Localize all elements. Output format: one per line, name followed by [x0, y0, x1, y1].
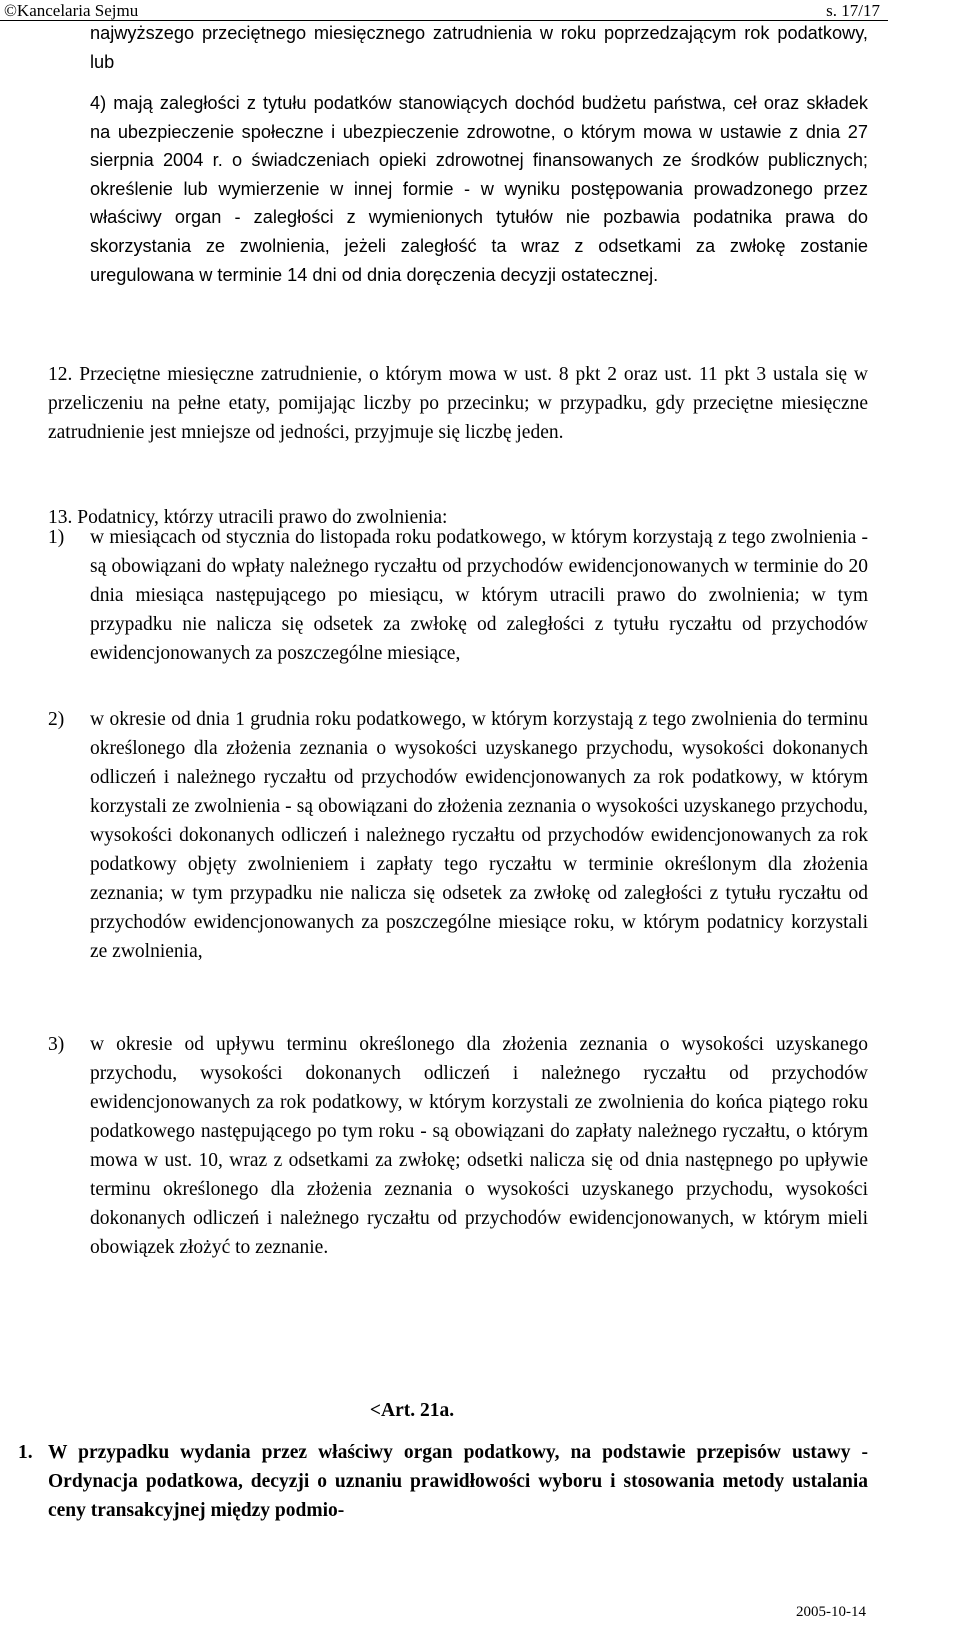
header-copyright: ©Kancelaria Sejmu — [4, 1, 139, 20]
item-4-text: 4) mają zaległości z tytułu podatków stanowiących dochód budżetu państwa, ceł oraz składek na ubezpieczenie społeczne i ubezpieczenie zdrowotne, o którym mowa w ustawie z dnia 27 sierpnia 2004 r. o świadczeniach opieki zdrowotnej finansowanych ze środków publicznych; określenie lub wymierzenie w innej formie - w wyniku postępowania prowadzonego przez właściwy organ - zaległości z wymienionych tytułów nie pozbawia podatnika prawa do skorzystania ze zwolnienia, jeżeli zaległość ta wraz z odsetkami za zwłokę zostanie uregulowana w terminie 14 dni od dnia doręczenia decyzji ostatecznej. — [90, 93, 868, 285]
article-title-text: <Art. 21a. — [369, 1400, 455, 1421]
point-3 — [48, 1030, 868, 1262]
header-page-number: s. 17/17 — [826, 1, 880, 20]
paragraph-12: 12. Przeciętne miesięczne zatrudnienie, o którym mowa w ust. 8 pkt 2 oraz ust. 11 pkt 3 ustala się w przeliczeniu na pełne etaty, pomijając liczby po przecinku; w przypadku, gdy przeciętne miesięczne zatrudnienie jest mniejsze od jedności, przyjmuje się liczbę jeden. — [48, 364, 868, 443]
point-2-text: w okresie od dnia 1 grudnia roku podatkowego, w którym korzystają z tego zwolnienia do terminu określonego dla złożenia zeznania o wysokości uzyskanego przychodu, wysokości dokonanych odliczeń i należnego ryczałtu od przychodów ewidencjonowanych za rok podatkowy, w którym korzystali ze zwolnienia - są obowiązani do złożenia zeznania o wysokości uzyskanego przychodu, wysokości dokonanych odliczeń i należnego ryczałtu od przychodów ewidencjonowanych za rok podatkowy objęty zwolnieniem i zapłaty tego ryczałtu w terminie określonym dla złożenia zeznania; w tym przypadku nie nalicza się odsetek za zwłokę od zaległości z tytułu ryczałtu od przychodów ewidencjonowanych za poszczególne miesiące roku, w którym podatnicy korzystali ze zwolnienia, — [90, 709, 868, 962]
article-paragraph-1 — [18, 1438, 868, 1525]
footer-date: 2005-10-14 — [796, 1604, 866, 1620]
point-1-number: 1) — [48, 527, 65, 548]
point-1 — [48, 523, 868, 668]
point-3-text: w okresie od upływu terminu określonego dla złożenia zeznania o wysokości uzyskanego przychodu, wysokości dokonanych odliczeń i należnego ryczałtu od przychodów ewidencjonowanych za rok podatkowy, w którym korzystali ze zwolnienia do końca piątego roku podatkowego następującego po tym roku - są obowiązani do zapłaty należnego ryczałtu, o którym mowa w ust. 10, wraz z odsetkami za zwłokę; odsetki nalicza się od dnia następnego po upływie terminu określonego dla złożenia zeznania o wysokości uzyskanego przychodu, wysokości dokonanych odliczeń i należnego ryczałtu od przychodów ewidencjonowanych, w którym mieli obowiązek złożyć to zeznanie. — [90, 1034, 868, 1258]
point-2 — [48, 705, 868, 966]
point-1-text: w miesiącach od stycznia do listopada roku podatkowego, w którym korzystają z tego zwolnienia - są obowiązani do wpłaty należnego ryczałtu od przychodów ewidencjonowanych w terminie do 20 dnia miesiąca następującego po miesiącu, w którym utracili prawo do zwolnienia; w tym przypadku nie nalicza się odsetek za zwłokę od zaległości z tytułu ryczałtu od przychodów ewidencjonowanych za poszczególne miesiące, — [90, 527, 868, 664]
article-title — [0, 1396, 888, 1425]
article-paragraph-1-text: W przypadku wydania przez właściwy organ podatkowy, na podstawie przepisów ustawy - Ordynacja podatkowa, decyzji o uznaniu prawidłowości wyboru i stosowania metody ustalania ceny transakcyjnej między podmio- — [48, 1442, 868, 1521]
point-3-number: 3) — [48, 1034, 65, 1055]
paragraph-13-intro: 13. Podatnicy, którzy utracili prawo do zwolnienia: — [48, 507, 448, 528]
continuation-text: najwyższego przeciętnego miesięcznego zatrudnienia w roku poprzedzającym rok podatkowy, lub — [90, 23, 868, 72]
article-paragraph-1-number: 1. — [18, 1442, 33, 1463]
point-2-number: 2) — [48, 709, 65, 730]
